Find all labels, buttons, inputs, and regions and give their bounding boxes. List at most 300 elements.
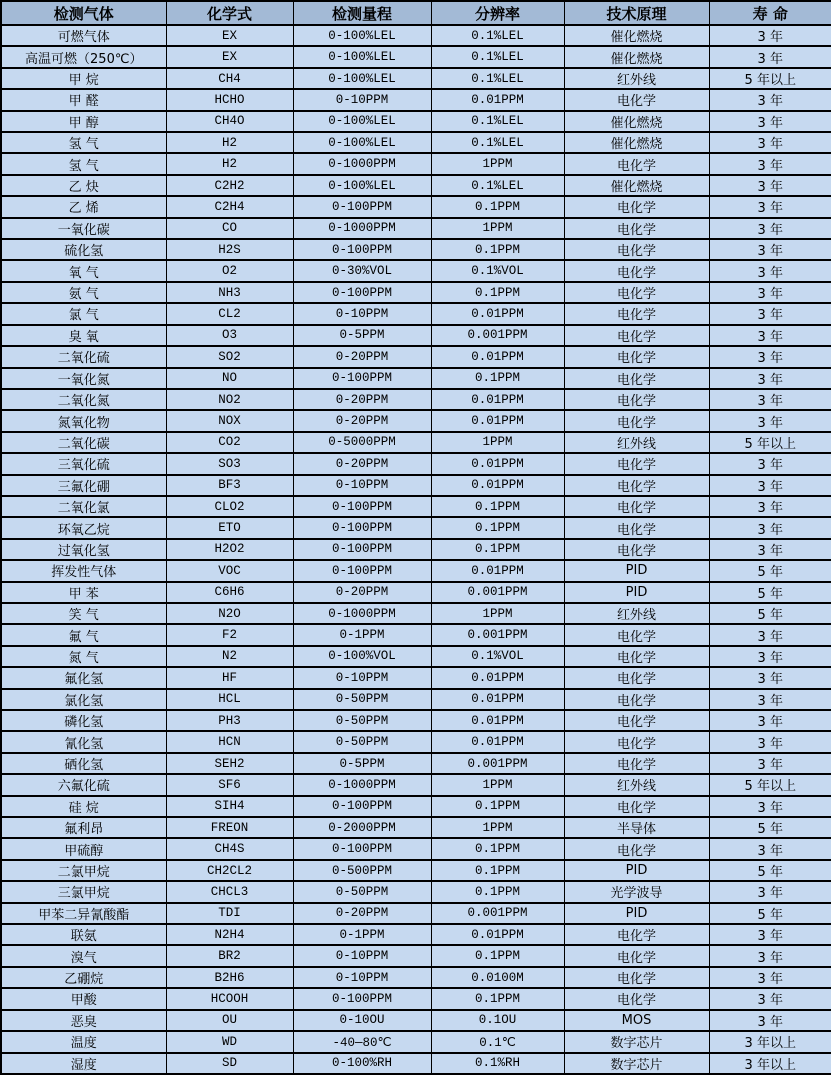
cell-formula: SO3 [166, 453, 293, 474]
cell-formula: OU [166, 1010, 293, 1031]
cell-range: 0-50PPM [293, 731, 431, 752]
cell-lifespan: 5 年 [709, 603, 831, 624]
cell-range: 0-100PPM [293, 239, 431, 260]
table-row [1, 731, 831, 752]
cell-lifespan: 3 年 [709, 988, 831, 1009]
column-header-principle: 技术原理 [564, 1, 709, 25]
cell-lifespan: 5 年以上 [709, 432, 831, 453]
cell-gas: 硒化氢 [1, 753, 166, 774]
cell-formula: HCOOH [166, 988, 293, 1009]
cell-formula: H2 [166, 132, 293, 153]
cell-range: 0-100PPM [293, 988, 431, 1009]
cell-principle: MOS [564, 1010, 709, 1031]
cell-lifespan: 3 年 [709, 646, 831, 667]
cell-lifespan: 5 年 [709, 560, 831, 581]
cell-gas: 氯化氢 [1, 689, 166, 710]
cell-resolution: 1PPM [431, 153, 564, 174]
table-row [1, 25, 831, 46]
table-row [1, 710, 831, 731]
cell-formula: CH4 [166, 68, 293, 89]
cell-principle: 电化学 [564, 924, 709, 945]
cell-formula: EX [166, 46, 293, 67]
cell-formula: SO2 [166, 346, 293, 367]
cell-range: 0-10PPM [293, 967, 431, 988]
cell-principle: 电化学 [564, 838, 709, 859]
cell-principle: 电化学 [564, 646, 709, 667]
cell-principle: 催化燃烧 [564, 132, 709, 153]
column-header-range: 检测量程 [293, 1, 431, 25]
cell-formula: PH3 [166, 710, 293, 731]
cell-range: 0-100PPM [293, 517, 431, 538]
cell-gas: 甲 醛 [1, 89, 166, 110]
cell-gas: 三氧化硫 [1, 453, 166, 474]
table-row [1, 753, 831, 774]
table-row [1, 453, 831, 474]
cell-resolution: 0.001PPM [431, 753, 564, 774]
cell-lifespan: 3 年 [709, 303, 831, 324]
table-row [1, 218, 831, 239]
table-row [1, 689, 831, 710]
cell-gas: 臭 氧 [1, 325, 166, 346]
table-row [1, 282, 831, 303]
cell-gas: 乙 炔 [1, 175, 166, 196]
cell-principle: 电化学 [564, 89, 709, 110]
cell-formula: CHCL3 [166, 881, 293, 902]
cell-lifespan: 3 年 [709, 368, 831, 389]
cell-formula: SD [166, 1053, 293, 1075]
cell-gas: 温度 [1, 1031, 166, 1052]
cell-resolution: 0.1%LEL [431, 46, 564, 67]
cell-range: 0-10PPM [293, 475, 431, 496]
cell-lifespan: 3 年以上 [709, 1053, 831, 1075]
cell-resolution: 1PPM [431, 218, 564, 239]
cell-principle: 半导体 [564, 817, 709, 838]
cell-resolution: 0.1%LEL [431, 68, 564, 89]
cell-resolution: 0.1%LEL [431, 25, 564, 46]
cell-lifespan: 3 年 [709, 753, 831, 774]
cell-resolution: 0.1PPM [431, 496, 564, 517]
cell-lifespan: 3 年 [709, 260, 831, 281]
table-row [1, 517, 831, 538]
table-row [1, 346, 831, 367]
cell-principle: 数字芯片 [564, 1031, 709, 1052]
cell-principle: 电化学 [564, 517, 709, 538]
cell-resolution: 0.1PPM [431, 539, 564, 560]
cell-resolution: 0.01PPM [431, 346, 564, 367]
cell-gas: 甲酸 [1, 988, 166, 1009]
column-header-resolution: 分辨率 [431, 1, 564, 25]
cell-principle: 催化燃烧 [564, 46, 709, 67]
cell-range: 0-10PPM [293, 303, 431, 324]
table-row [1, 432, 831, 453]
cell-range: 0-100%RH [293, 1053, 431, 1075]
table-body [1, 25, 831, 1074]
cell-lifespan: 3 年 [709, 667, 831, 688]
table-row [1, 560, 831, 581]
cell-range: 0-2000PPM [293, 817, 431, 838]
cell-principle: 电化学 [564, 496, 709, 517]
cell-formula: B2H6 [166, 967, 293, 988]
cell-gas: 二氯甲烷 [1, 860, 166, 881]
cell-resolution: 0.1%VOL [431, 260, 564, 281]
cell-principle: PID [564, 860, 709, 881]
cell-lifespan: 3 年 [709, 496, 831, 517]
cell-gas: 氰化氢 [1, 731, 166, 752]
table-row [1, 796, 831, 817]
cell-range: 0-10PPM [293, 667, 431, 688]
cell-formula: C6H6 [166, 582, 293, 603]
cell-principle: 电化学 [564, 967, 709, 988]
cell-resolution: 0.1PPM [431, 282, 564, 303]
cell-formula: HF [166, 667, 293, 688]
cell-resolution: 0.01PPM [431, 89, 564, 110]
table-row [1, 582, 831, 603]
column-header-gas: 检测气体 [1, 1, 166, 25]
table-row [1, 153, 831, 174]
header-row [1, 1, 831, 25]
cell-range: 0-20PPM [293, 389, 431, 410]
column-header-formula: 化学式 [166, 1, 293, 25]
cell-range: 0-20PPM [293, 410, 431, 431]
cell-resolution: 0.1PPM [431, 239, 564, 260]
cell-principle: 电化学 [564, 731, 709, 752]
cell-range: 0-1PPM [293, 924, 431, 945]
cell-range: 0-100PPM [293, 539, 431, 560]
cell-resolution: 0.01PPM [431, 710, 564, 731]
cell-gas: 二氧化氮 [1, 389, 166, 410]
cell-lifespan: 3 年 [709, 1010, 831, 1031]
cell-formula: ETO [166, 517, 293, 538]
table-row [1, 46, 831, 67]
cell-lifespan: 3 年 [709, 624, 831, 645]
table-row [1, 774, 831, 795]
cell-principle: 光学波导 [564, 881, 709, 902]
table-row [1, 368, 831, 389]
cell-principle: 电化学 [564, 260, 709, 281]
cell-lifespan: 5 年 [709, 582, 831, 603]
cell-principle: 电化学 [564, 624, 709, 645]
cell-gas: 氟化氢 [1, 667, 166, 688]
cell-principle: 电化学 [564, 346, 709, 367]
cell-formula: N2H4 [166, 924, 293, 945]
cell-gas: 二氧化氯 [1, 496, 166, 517]
cell-range: 0-100%LEL [293, 46, 431, 67]
cell-range: 0-30%VOL [293, 260, 431, 281]
cell-lifespan: 3 年 [709, 945, 831, 966]
cell-lifespan: 3 年 [709, 89, 831, 110]
cell-resolution: 0.001PPM [431, 325, 564, 346]
table-row [1, 860, 831, 881]
cell-principle: 电化学 [564, 239, 709, 260]
table-row [1, 1053, 831, 1075]
cell-formula: F2 [166, 624, 293, 645]
cell-formula: SEH2 [166, 753, 293, 774]
cell-resolution: 0.1%LEL [431, 175, 564, 196]
table-row [1, 389, 831, 410]
cell-principle: 电化学 [564, 303, 709, 324]
table-row [1, 1010, 831, 1031]
cell-principle: PID [564, 582, 709, 603]
cell-lifespan: 3 年 [709, 196, 831, 217]
cell-resolution: 0.1PPM [431, 945, 564, 966]
cell-formula: C2H2 [166, 175, 293, 196]
cell-formula: BF3 [166, 475, 293, 496]
cell-formula: NOX [166, 410, 293, 431]
cell-range: 0-5PPM [293, 753, 431, 774]
cell-range: 0-500PPM [293, 860, 431, 881]
cell-resolution: 0.01PPM [431, 303, 564, 324]
cell-principle: 电化学 [564, 945, 709, 966]
cell-lifespan: 3 年 [709, 218, 831, 239]
cell-lifespan: 3 年 [709, 710, 831, 731]
cell-resolution: 0.001PPM [431, 582, 564, 603]
cell-resolution: 0.01PPM [431, 731, 564, 752]
table-row [1, 988, 831, 1009]
cell-principle: 催化燃烧 [564, 111, 709, 132]
cell-gas: 甲 醇 [1, 111, 166, 132]
cell-range: 0-1000PPM [293, 218, 431, 239]
cell-resolution: 0.1PPM [431, 860, 564, 881]
cell-lifespan: 3 年 [709, 346, 831, 367]
cell-range: 0-10PPM [293, 945, 431, 966]
cell-lifespan: 3 年 [709, 838, 831, 859]
cell-principle: 电化学 [564, 689, 709, 710]
cell-gas: 氢 气 [1, 153, 166, 174]
cell-gas: 过氧化氢 [1, 539, 166, 560]
cell-formula: N2 [166, 646, 293, 667]
cell-formula: C2H4 [166, 196, 293, 217]
table-row [1, 945, 831, 966]
cell-formula: CL2 [166, 303, 293, 324]
cell-lifespan: 3 年 [709, 453, 831, 474]
cell-principle: 电化学 [564, 325, 709, 346]
cell-gas: 氮 气 [1, 646, 166, 667]
cell-lifespan: 3 年 [709, 325, 831, 346]
cell-range: 0-1000PPM [293, 603, 431, 624]
cell-principle: 红外线 [564, 432, 709, 453]
table-row [1, 967, 831, 988]
cell-gas: 可燃气体 [1, 25, 166, 46]
cell-range: 0-100%LEL [293, 132, 431, 153]
cell-principle: 电化学 [564, 453, 709, 474]
cell-gas: 氢 气 [1, 132, 166, 153]
cell-principle: 数字芯片 [564, 1053, 709, 1075]
cell-lifespan: 3 年 [709, 153, 831, 174]
cell-formula: H2O2 [166, 539, 293, 560]
table-row [1, 646, 831, 667]
cell-resolution: 0.1PPM [431, 988, 564, 1009]
cell-range: 0-1000PPM [293, 153, 431, 174]
cell-gas: 二氧化硫 [1, 346, 166, 367]
table-row [1, 881, 831, 902]
table-row [1, 239, 831, 260]
cell-resolution: 1PPM [431, 817, 564, 838]
cell-lifespan: 5 年以上 [709, 774, 831, 795]
cell-lifespan: 3 年 [709, 881, 831, 902]
cell-lifespan: 3 年 [709, 25, 831, 46]
table-row [1, 817, 831, 838]
cell-formula: WD [166, 1031, 293, 1052]
cell-formula: NO [166, 368, 293, 389]
cell-formula: CO2 [166, 432, 293, 453]
table-row [1, 838, 831, 859]
cell-principle: 电化学 [564, 389, 709, 410]
cell-lifespan: 3 年 [709, 475, 831, 496]
cell-lifespan: 3 年 [709, 46, 831, 67]
cell-gas: 甲 苯 [1, 582, 166, 603]
cell-range: -40—80℃ [293, 1031, 431, 1052]
cell-lifespan: 3 年 [709, 239, 831, 260]
table-row [1, 603, 831, 624]
cell-lifespan: 3 年 [709, 389, 831, 410]
cell-range: 0-10OU [293, 1010, 431, 1031]
table-row [1, 260, 831, 281]
table-row [1, 410, 831, 431]
cell-gas: 乙硼烷 [1, 967, 166, 988]
table-row [1, 303, 831, 324]
cell-formula: H2S [166, 239, 293, 260]
cell-gas: 挥发性气体 [1, 560, 166, 581]
cell-lifespan: 3 年 [709, 796, 831, 817]
cell-lifespan: 5 年 [709, 903, 831, 924]
cell-principle: 电化学 [564, 218, 709, 239]
cell-principle: PID [564, 560, 709, 581]
cell-gas: 高温可燃（250℃） [1, 46, 166, 67]
cell-formula: CO [166, 218, 293, 239]
cell-formula: SF6 [166, 774, 293, 795]
cell-formula: CLO2 [166, 496, 293, 517]
cell-principle: PID [564, 903, 709, 924]
cell-range: 0-20PPM [293, 346, 431, 367]
cell-lifespan: 5 年 [709, 817, 831, 838]
cell-principle: 催化燃烧 [564, 175, 709, 196]
cell-lifespan: 3 年 [709, 924, 831, 945]
cell-resolution: 0.1℃ [431, 1031, 564, 1052]
cell-range: 0-100PPM [293, 796, 431, 817]
cell-resolution: 0.01PPM [431, 689, 564, 710]
table-row [1, 68, 831, 89]
cell-range: 0-100PPM [293, 496, 431, 517]
cell-range: 0-100PPM [293, 560, 431, 581]
cell-gas: 甲 烷 [1, 68, 166, 89]
cell-principle: 电化学 [564, 282, 709, 303]
cell-formula: H2 [166, 153, 293, 174]
cell-gas: 氨 气 [1, 282, 166, 303]
cell-resolution: 0.1OU [431, 1010, 564, 1031]
cell-resolution: 0.1PPM [431, 368, 564, 389]
cell-resolution: 0.1PPM [431, 881, 564, 902]
cell-gas: 氟 气 [1, 624, 166, 645]
cell-formula: CH2CL2 [166, 860, 293, 881]
cell-resolution: 1PPM [431, 603, 564, 624]
cell-resolution: 0.01PPM [431, 389, 564, 410]
cell-gas: 一氧化碳 [1, 218, 166, 239]
cell-gas: 乙 烯 [1, 196, 166, 217]
cell-gas: 湿度 [1, 1053, 166, 1075]
cell-range: 0-5000PPM [293, 432, 431, 453]
cell-lifespan: 3 年 [709, 132, 831, 153]
cell-formula: NO2 [166, 389, 293, 410]
cell-resolution: 0.1%LEL [431, 132, 564, 153]
cell-gas: 三氯甲烷 [1, 881, 166, 902]
column-header-lifespan: 寿 命 [709, 1, 831, 25]
cell-range: 0-100%LEL [293, 175, 431, 196]
cell-lifespan: 3 年 [709, 282, 831, 303]
cell-range: 0-20PPM [293, 903, 431, 924]
cell-gas: 六氟化硫 [1, 774, 166, 795]
cell-lifespan: 3 年 [709, 517, 831, 538]
cell-resolution: 1PPM [431, 774, 564, 795]
cell-formula: CH4O [166, 111, 293, 132]
cell-range: 0-50PPM [293, 689, 431, 710]
cell-lifespan: 5 年 [709, 860, 831, 881]
cell-gas: 氯 气 [1, 303, 166, 324]
table-row [1, 667, 831, 688]
cell-range: 0-100%VOL [293, 646, 431, 667]
cell-gas: 硫化氢 [1, 239, 166, 260]
cell-gas: 硅 烷 [1, 796, 166, 817]
cell-resolution: 0.1%LEL [431, 111, 564, 132]
cell-resolution: 0.1PPM [431, 517, 564, 538]
cell-formula: O3 [166, 325, 293, 346]
cell-resolution: 0.01PPM [431, 475, 564, 496]
cell-lifespan: 3 年 [709, 539, 831, 560]
table-row [1, 539, 831, 560]
cell-formula: O2 [166, 260, 293, 281]
cell-gas: 恶臭 [1, 1010, 166, 1031]
cell-formula: NH3 [166, 282, 293, 303]
cell-gas: 三氟化硼 [1, 475, 166, 496]
cell-principle: 电化学 [564, 988, 709, 1009]
cell-range: 0-50PPM [293, 710, 431, 731]
cell-range: 0-100%LEL [293, 68, 431, 89]
table-row [1, 196, 831, 217]
cell-formula: FREON [166, 817, 293, 838]
cell-formula: HCHO [166, 89, 293, 110]
cell-gas: 环氧乙烷 [1, 517, 166, 538]
cell-resolution: 1PPM [431, 432, 564, 453]
cell-resolution: 0.01PPM [431, 453, 564, 474]
cell-principle: 电化学 [564, 196, 709, 217]
cell-resolution: 0.1PPM [431, 796, 564, 817]
cell-range: 0-100PPM [293, 196, 431, 217]
cell-gas: 笑 气 [1, 603, 166, 624]
cell-resolution: 0.1PPM [431, 196, 564, 217]
cell-range: 0-100PPM [293, 282, 431, 303]
table-row [1, 1031, 831, 1052]
table-row [1, 475, 831, 496]
cell-gas: 一氧化氮 [1, 368, 166, 389]
cell-gas: 氧 气 [1, 260, 166, 281]
cell-range: 0-20PPM [293, 453, 431, 474]
cell-formula: TDI [166, 903, 293, 924]
table-row [1, 624, 831, 645]
table-row [1, 325, 831, 346]
cell-resolution: 0.001PPM [431, 624, 564, 645]
cell-lifespan: 3 年 [709, 967, 831, 988]
cell-gas: 氟利昂 [1, 817, 166, 838]
cell-range: 0-100PPM [293, 838, 431, 859]
cell-principle: 电化学 [564, 710, 709, 731]
cell-range: 0-100%LEL [293, 25, 431, 46]
cell-principle: 电化学 [564, 475, 709, 496]
cell-principle: 电化学 [564, 753, 709, 774]
cell-range: 0-100%LEL [293, 111, 431, 132]
cell-resolution: 0.01PPM [431, 667, 564, 688]
cell-principle: 红外线 [564, 603, 709, 624]
cell-lifespan: 3 年 [709, 731, 831, 752]
cell-range: 0-1000PPM [293, 774, 431, 795]
